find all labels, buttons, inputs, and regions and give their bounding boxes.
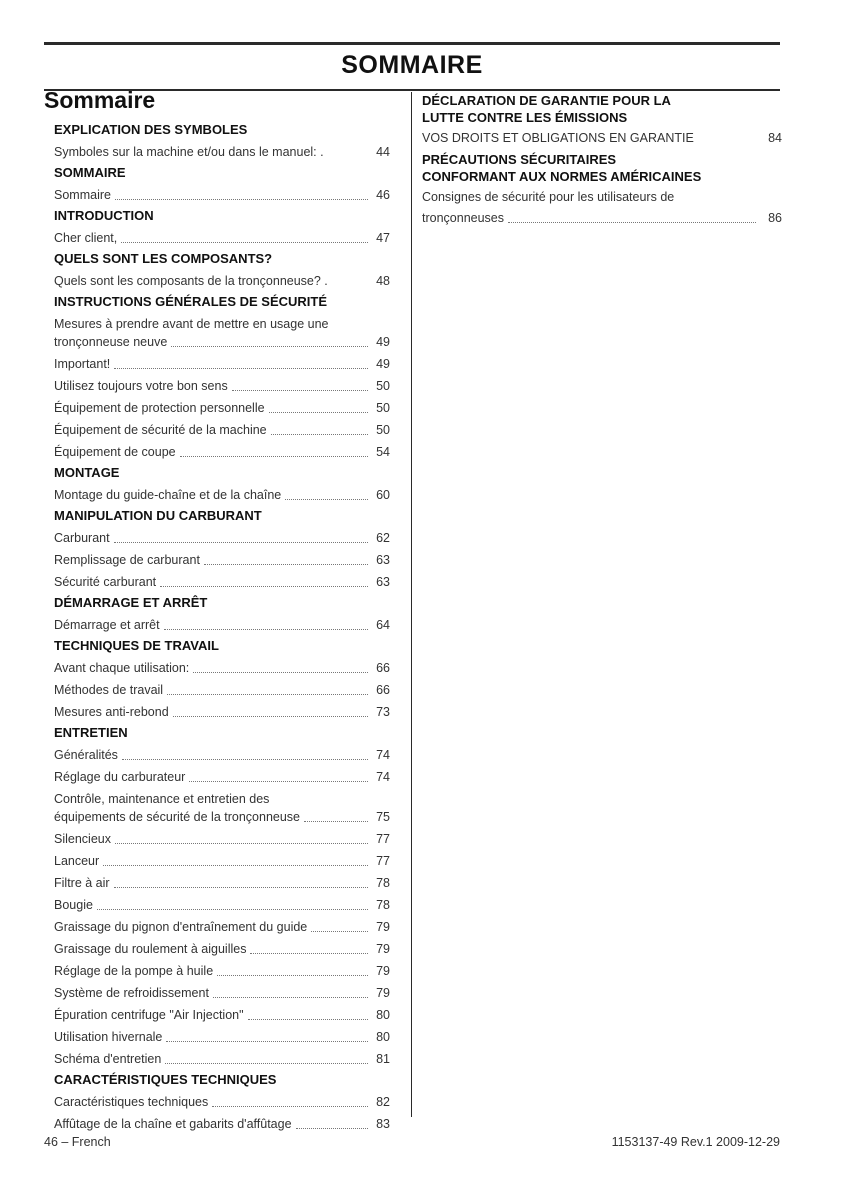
- toc-entry[interactable]: [54, 486, 390, 504]
- toc-entry-label: tronçonneuses: [422, 211, 505, 225]
- toc-entry[interactable]: [54, 768, 390, 786]
- toc-entry-page: 47: [376, 231, 390, 245]
- dot-leader: [167, 694, 368, 695]
- toc-entry[interactable]: [54, 852, 390, 870]
- toc-entry[interactable]: [54, 399, 390, 417]
- toc-section-title: ENTRETIEN: [54, 725, 128, 740]
- toc-entry[interactable]: [54, 874, 390, 892]
- toc-entry-page: 83: [376, 1117, 390, 1131]
- toc-entry-label: Important!: [54, 357, 111, 371]
- toc-section-title: QUELS SONT LES COMPOSANTS?: [54, 251, 273, 266]
- toc-entry[interactable]: [54, 746, 390, 764]
- toc-entry[interactable]: [54, 940, 390, 958]
- toc-entry-label: Carburant: [54, 531, 110, 545]
- toc-section: [54, 207, 390, 247]
- toc-entry-page: 49: [376, 357, 390, 371]
- toc-entry[interactable]: [54, 529, 390, 547]
- toc-section-title: MONTAGE: [54, 465, 120, 480]
- toc-entry-label: Utilisez toujours votre bon sens: [54, 379, 228, 393]
- dot-leader: [114, 368, 368, 369]
- dot-leader: [248, 1019, 368, 1020]
- dot-leader: [250, 953, 368, 954]
- toc-entry[interactable]: [54, 962, 390, 980]
- toc-entry[interactable]: [54, 143, 390, 161]
- toc-entry-multiline[interactable]: [54, 315, 390, 351]
- toc-entry-multiline[interactable]: [54, 790, 390, 826]
- toc-entry-label: Équipement de sécurité de la machine: [54, 423, 267, 437]
- toc-section-title: CONFORMANT AUX NORMES AMÉRICAINES: [422, 169, 702, 184]
- toc-entry[interactable]: [54, 333, 390, 351]
- header-title: SOMMAIRE: [341, 51, 483, 79]
- toc-entry-page: 46: [376, 188, 390, 202]
- toc-entry-page: 80: [376, 1008, 390, 1022]
- dot-leader: [114, 542, 368, 543]
- dot-leader: [171, 346, 368, 347]
- toc-entry-page: 77: [376, 832, 390, 846]
- toc-entry-label: Équipement de protection personnelle: [54, 401, 265, 415]
- toc-entry-page: 78: [376, 876, 390, 890]
- toc-entry[interactable]: [54, 377, 390, 395]
- dot-leader: [311, 931, 368, 932]
- toc-section: [54, 637, 390, 721]
- toc-entry-page: 79: [376, 986, 390, 1000]
- toc-entry-page: 62: [376, 531, 390, 545]
- column-divider: [411, 92, 412, 1117]
- dot-leader: [97, 909, 368, 910]
- toc-entry[interactable]: [422, 209, 782, 227]
- toc-entry-page: 63: [376, 553, 390, 567]
- dot-leader: [122, 759, 368, 760]
- dot-leader: [304, 821, 368, 822]
- toc-left-column: [54, 118, 390, 1133]
- toc-section-title: PRÉCAUTIONS SÉCURITAIRES: [422, 152, 617, 167]
- toc-entry-page: 79: [376, 964, 390, 978]
- dot-leader: [232, 390, 368, 391]
- footer-page-label: 46 – French: [44, 1135, 111, 1149]
- toc-entry-label: Graissage du roulement à aiguilles: [54, 942, 247, 956]
- toc-section-title: CARACTÉRISTIQUES TECHNIQUES: [54, 1072, 277, 1087]
- dot-leader: [508, 222, 756, 223]
- toc-entry-label: Quels sont les composants de la tronçonneuse? .: [54, 274, 328, 288]
- dot-leader: [103, 865, 368, 866]
- toc-entry-page: 81: [376, 1052, 390, 1066]
- toc-entry-page: 50: [376, 401, 390, 415]
- toc-entry-page: 80: [376, 1030, 390, 1044]
- toc-entry-page: 86: [768, 211, 782, 225]
- toc-entry-page: 50: [376, 423, 390, 437]
- toc-entry-label: Remplissage de carburant: [54, 553, 200, 567]
- toc-entry-label: Graissage du pignon d'entraînement du guide: [54, 920, 308, 934]
- toc-entry[interactable]: [54, 681, 390, 699]
- footer-document-id: 1153137-49 Rev.1 2009-12-29: [611, 1135, 780, 1149]
- toc-entry-label: Symboles sur la machine et/ou dans le manuel: .: [54, 145, 324, 159]
- toc-entry-page: 82: [376, 1095, 390, 1109]
- toc-section-title: LUTTE CONTRE LES ÉMISSIONS: [422, 110, 628, 125]
- dot-leader: [180, 456, 368, 457]
- toc-entry[interactable]: [54, 703, 390, 721]
- dot-leader: [213, 997, 368, 998]
- toc-entry-label: Réglage du carburateur: [54, 770, 186, 784]
- toc-section: [54, 121, 390, 161]
- toc-entry-page: 66: [376, 683, 390, 697]
- toc-section-title: INSTRUCTIONS GÉNÉRALES DE SÉCURITÉ: [54, 294, 328, 309]
- toc-entry[interactable]: [54, 1093, 390, 1111]
- toc-entry-page: 78: [376, 898, 390, 912]
- toc-section: [422, 151, 782, 227]
- toc-section: [54, 464, 390, 504]
- dot-leader: [160, 586, 368, 587]
- toc-entry-label: tronçonneuse neuve: [54, 335, 168, 349]
- toc-entry-label: Bougie: [54, 898, 93, 912]
- page-heading: Sommaire: [44, 87, 156, 113]
- toc-section-title: DÉCLARATION DE GARANTIE POUR LA: [422, 93, 671, 108]
- toc-section-title: INTRODUCTION: [54, 208, 154, 223]
- toc-section: [422, 92, 782, 147]
- toc-entry-label: équipements de sécurité de la tronçonneuse: [54, 810, 300, 824]
- toc-entry[interactable]: [54, 355, 390, 373]
- dot-leader: [217, 975, 368, 976]
- dot-leader: [189, 781, 368, 782]
- toc-entry-page: 49: [376, 335, 390, 349]
- toc-entry-label: Affûtage de la chaîne et gabarits d'affûtage: [54, 1117, 292, 1131]
- dot-leader: [164, 629, 368, 630]
- toc-entry[interactable]: [54, 272, 390, 290]
- toc-entry-page: 74: [376, 748, 390, 762]
- toc-entry-page: 48: [376, 274, 390, 288]
- toc-entry-label: Schéma d'entretien: [54, 1052, 162, 1066]
- toc-entry-label-line1: Contrôle, maintenance et entretien des: [54, 792, 270, 806]
- toc-entry-label: Silencieux: [54, 832, 111, 846]
- toc-entry[interactable]: [422, 129, 782, 147]
- toc-section-title: DÉMARRAGE ET ARRÊT: [54, 595, 208, 610]
- toc-entry[interactable]: [54, 830, 390, 848]
- toc-entry-label: Sécurité carburant: [54, 575, 157, 589]
- toc-section: [54, 724, 390, 1068]
- toc-entry[interactable]: [54, 896, 390, 914]
- dot-leader: [193, 672, 368, 673]
- toc-right-column: [422, 92, 782, 227]
- toc-section-title: MANIPULATION DU CARBURANT: [54, 508, 262, 523]
- dot-leader: [285, 499, 368, 500]
- toc-entry-label: Mesures anti-rebond: [54, 705, 169, 719]
- toc-entry-label: Système de refroidissement: [54, 986, 209, 1000]
- dot-leader: [115, 843, 368, 844]
- toc-entry[interactable]: [54, 659, 390, 677]
- toc-entry-label: VOS DROITS ET OBLIGATIONS EN GARANTIE: [422, 131, 694, 145]
- dot-leader: [212, 1106, 368, 1107]
- toc-entry-label: Sommaire: [54, 188, 111, 202]
- toc-entry-page: 64: [376, 618, 390, 632]
- toc-entry-label-line1: Consignes de sécurité pour les utilisateurs de: [422, 190, 675, 204]
- toc-entry-multiline[interactable]: [422, 188, 782, 227]
- toc-entry[interactable]: [54, 918, 390, 936]
- toc-entry[interactable]: [54, 186, 390, 204]
- toc-entry[interactable]: [54, 421, 390, 439]
- toc-section-title: SOMMAIRE: [54, 165, 126, 180]
- toc-entry-page: 79: [376, 920, 390, 934]
- toc-entry-label: Équipement de coupe: [54, 445, 176, 459]
- toc-entry-page: 75: [376, 810, 390, 824]
- toc-entry[interactable]: [54, 443, 390, 461]
- toc-entry-label: Méthodes de travail: [54, 683, 164, 697]
- toc-entry-page: 44: [376, 145, 390, 159]
- toc-entry-page: 66: [376, 661, 390, 675]
- toc-section: [54, 507, 390, 591]
- toc-entry[interactable]: [54, 1028, 390, 1046]
- dot-leader: [115, 199, 368, 200]
- toc-entry-page: 63: [376, 575, 390, 589]
- toc-entry-label-line1: Mesures à prendre avant de mettre en usage une: [54, 317, 329, 331]
- toc-entry-page: 73: [376, 705, 390, 719]
- toc-section: [54, 164, 390, 204]
- toc-entry[interactable]: [54, 1006, 390, 1024]
- toc-section: [54, 293, 390, 461]
- toc-entry-page: 54: [376, 445, 390, 459]
- toc-entry[interactable]: [54, 1050, 390, 1068]
- toc-entry-label: Épuration centrifuge "Air Injection": [54, 1008, 244, 1022]
- toc-entry-label: Avant chaque utilisation:: [54, 661, 190, 675]
- toc-entry[interactable]: [54, 573, 390, 591]
- dot-leader: [165, 1063, 368, 1064]
- toc-entry-page: 50: [376, 379, 390, 393]
- dot-leader: [269, 412, 368, 413]
- toc-entry-page: 74: [376, 770, 390, 784]
- toc-entry-page: 77: [376, 854, 390, 868]
- toc-entry-label: Cher client,: [54, 231, 118, 245]
- dot-leader: [204, 564, 368, 565]
- toc-entry[interactable]: [54, 616, 390, 634]
- toc-entry-label: Filtre à air: [54, 876, 110, 890]
- toc-entry-page: 79: [376, 942, 390, 956]
- toc-entry[interactable]: [54, 551, 390, 569]
- toc-entry-page: 60: [376, 488, 390, 502]
- dot-leader: [121, 242, 368, 243]
- dot-leader: [114, 887, 368, 888]
- dot-leader: [296, 1128, 368, 1129]
- toc-section-title: EXPLICATION DES SYMBOLES: [54, 122, 248, 137]
- toc-section: [54, 594, 390, 634]
- toc-entry-label: Utilisation hivernale: [54, 1030, 163, 1044]
- toc-entry-label: Lanceur: [54, 854, 100, 868]
- toc-entry[interactable]: [54, 984, 390, 1002]
- toc-entry[interactable]: [54, 808, 390, 826]
- dot-leader: [173, 716, 368, 717]
- toc-entry-label: Montage du guide-chaîne et de la chaîne: [54, 488, 282, 502]
- toc-entry-label: Généralités: [54, 748, 118, 762]
- dot-leader: [271, 434, 368, 435]
- toc-section: [54, 250, 390, 290]
- toc-entry-label: Démarrage et arrêt: [54, 618, 160, 632]
- toc-entry[interactable]: [54, 229, 390, 247]
- toc-entry[interactable]: [54, 1115, 390, 1133]
- toc-section: [54, 1071, 390, 1133]
- dot-leader: [166, 1041, 368, 1042]
- toc-section-title: TECHNIQUES DE TRAVAIL: [54, 638, 219, 653]
- toc-entry-label: Caractéristiques techniques: [54, 1095, 209, 1109]
- toc-entry-page: 84: [768, 131, 782, 145]
- toc-entry-label: Réglage de la pompe à huile: [54, 964, 214, 978]
